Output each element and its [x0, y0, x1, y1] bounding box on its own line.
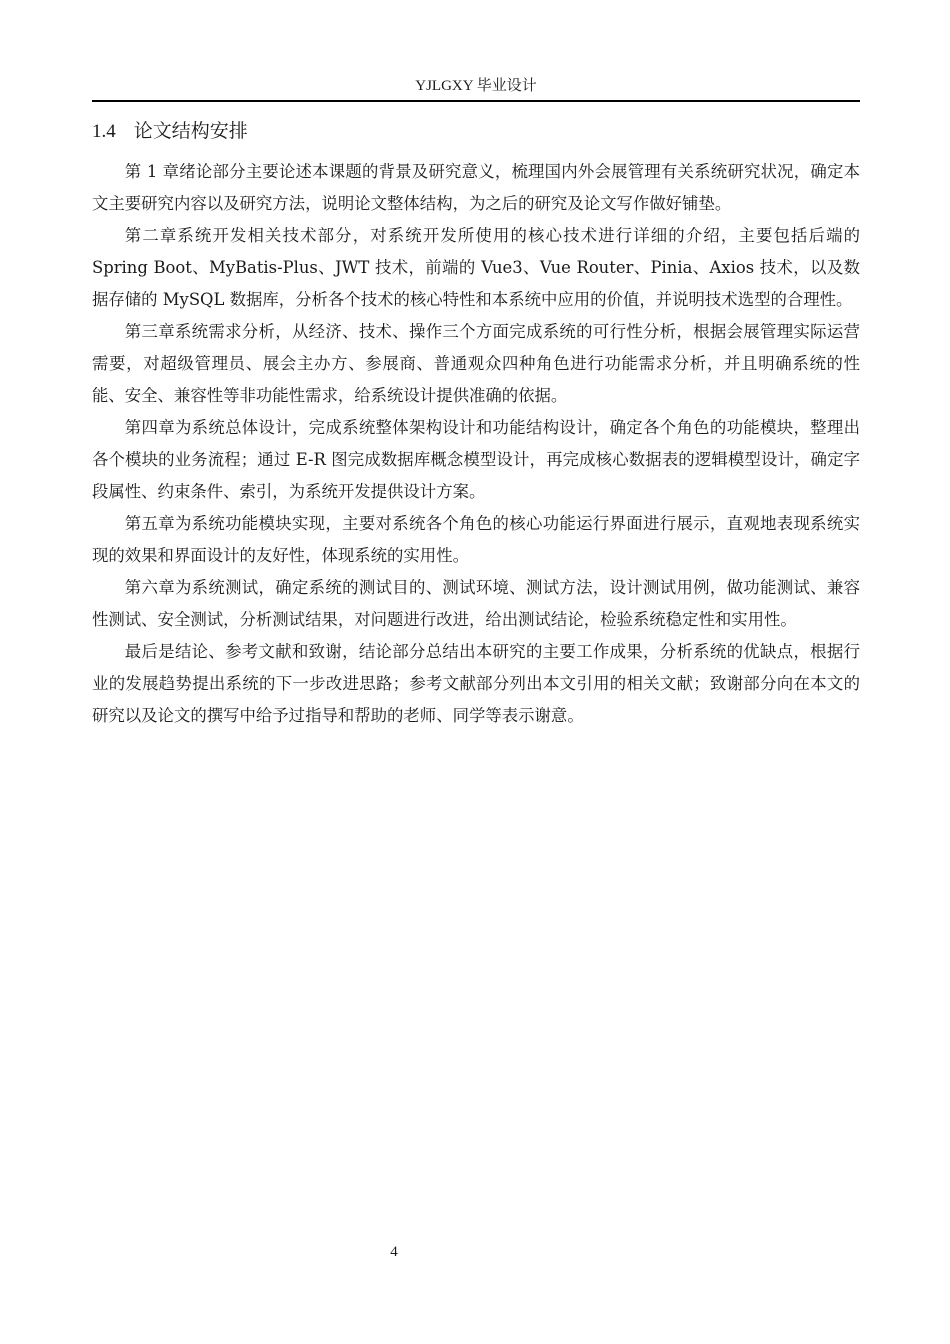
- section-heading: [92, 117, 860, 146]
- running-header: [92, 76, 860, 102]
- paragraph-chapter-5: 第五章为系统功能模块实现，主要对系统各个角色的核心功能运行界面进行展示，直观地表现系统实现的效果和界面设计的友好性，体现系统的实用性。: [92, 514, 860, 565]
- running-header-title: YJLGXY 毕业设计: [415, 78, 537, 94]
- paragraph-chapter-4: 第四章为系统总体设计，完成系统整体架构设计和功能结构设计，确定各个角色的功能模块，整理出各个模块的业务流程；通过 E-R 图完成数据库概念模型设计，再完成核心数据表的逻辑模型设计，确定字段属性、约束条件、索引，为系统开发提供设计方案。: [92, 418, 860, 501]
- paragraph-chapter-1: 第 1 章绪论部分主要论述本课题的背景及研究意义，梳理国内外会展管理有关系统研究状况，确定本文主要研究内容以及研究方法，说明论文整体结构，为之后的研究及论文写作做好铺垫。: [92, 162, 860, 213]
- paragraph-chapter-3: 第三章系统需求分析，从经济、技术、操作三个方面完成系统的可行性分析，根据会展管理实际运营需要，对超级管理员、展会主办方、参展商、普通观众四种角色进行功能需求分析，并且明确系统的性能、安全、兼容性等非功能性需求，给系统设计提供准确的依据。: [92, 322, 860, 405]
- paragraph-chapter-6: 第六章为系统测试，确定系统的测试目的、测试环境、测试方法，设计测试用例，做功能测试、兼容性测试、安全测试，分析测试结果，对问题进行改进，给出测试结论，检验系统稳定性和实用性。: [92, 578, 860, 629]
- page-number: 4: [390, 1244, 398, 1260]
- paragraph-chapter-2: 第二章系统开发相关技术部分，对系统开发所使用的核心技术进行详细的介绍，主要包括后端的 Spring Boot、MyBatis-Plus、JWT 技术，前端的 Vue3、Vue Router、Pinia、Axios 技术，以及数据存储的 MySQL 数据库，分析各个技术的核心特性和本系统中应用的价值，并说明技术选型的合理性。: [92, 226, 860, 309]
- section-number: 1.4: [92, 121, 116, 142]
- section-title: 论文结构安排: [133, 120, 248, 142]
- body-text: [92, 156, 860, 732]
- paragraph-conclusion: 最后是结论、参考文献和致谢，结论部分总结出本研究的主要工作成果，分析系统的优缺点，根据行业的发展趋势提出系统的下一步改进思路；参考文献部分列出本文引用的相关文献；致谢部分向在本文的研究以及论文的撰写中给予过指导和帮助的老师、同学等表示谢意。: [92, 642, 860, 725]
